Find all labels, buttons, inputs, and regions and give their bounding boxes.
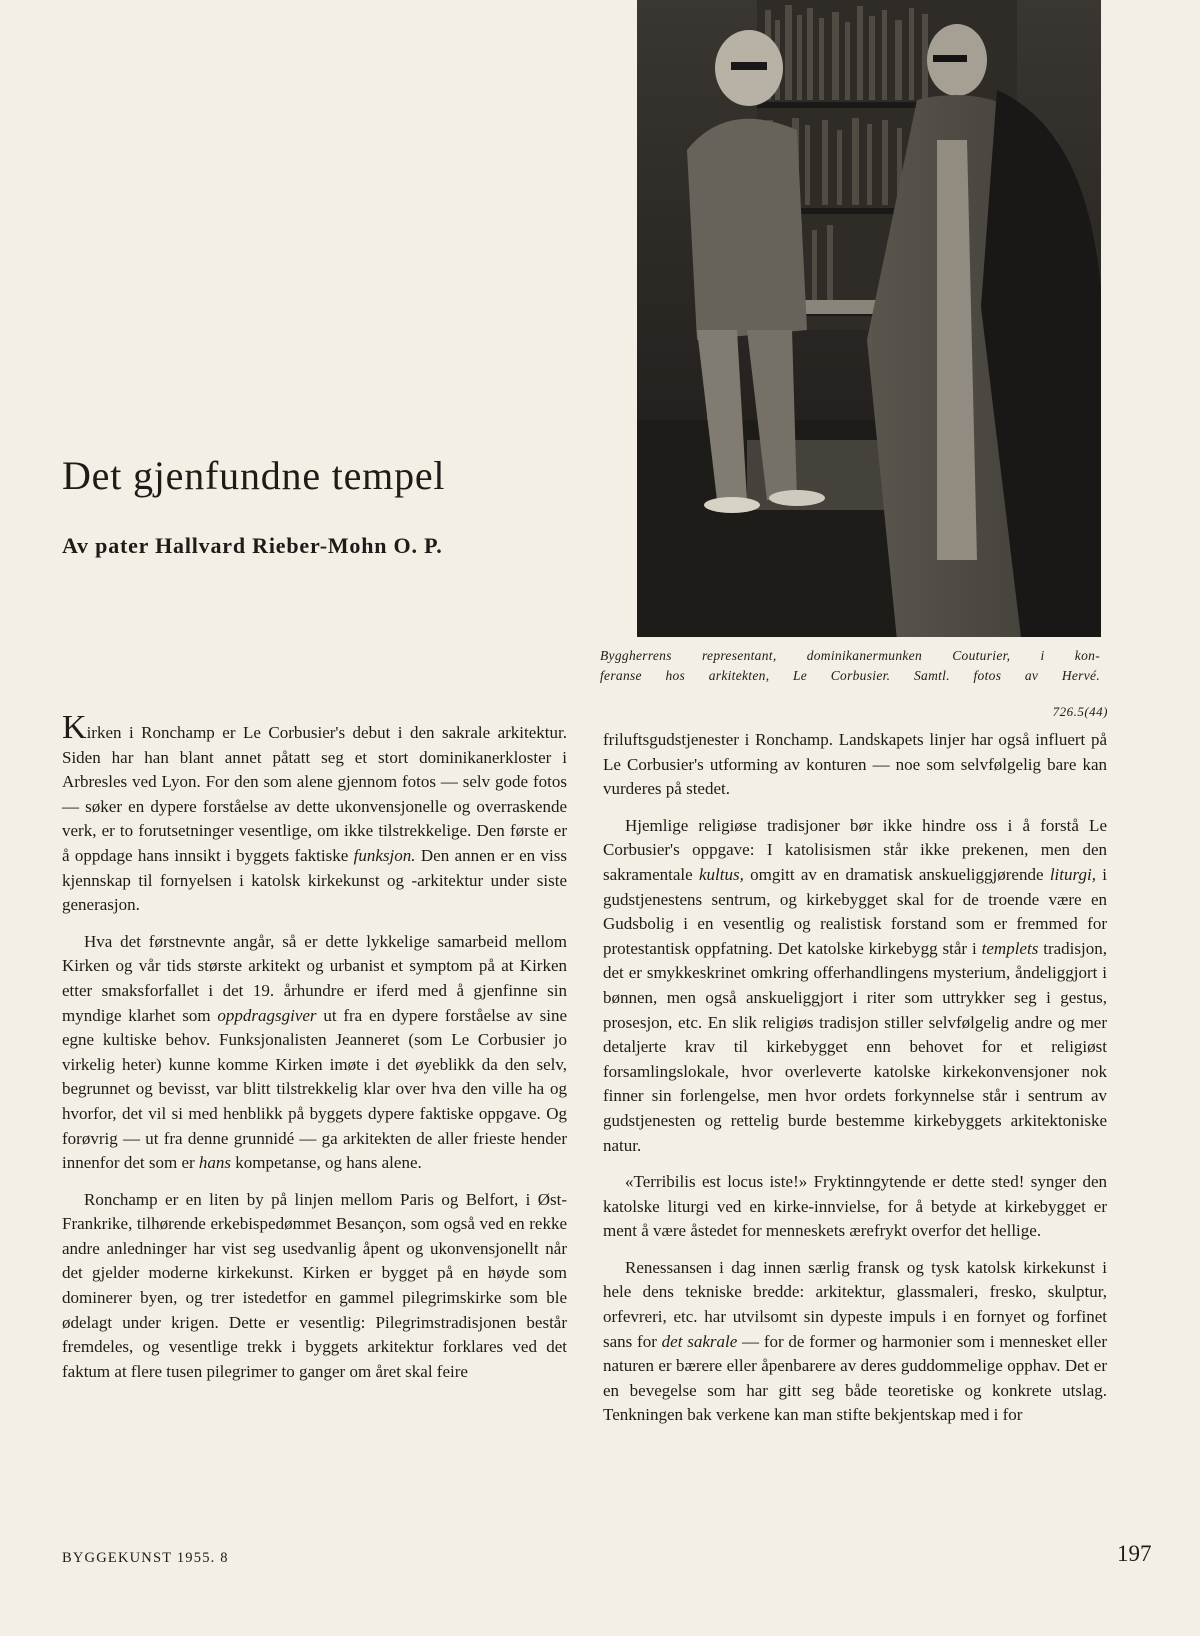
emphasis: templets <box>981 938 1039 958</box>
article-byline: Av pater Hallvard Rieber-Mohn O. P. <box>62 533 443 558</box>
classification-code: 726.5(44) <box>1052 704 1108 719</box>
photograph <box>637 0 1101 637</box>
paragraph <box>603 1256 1107 1428</box>
right-column <box>603 728 1107 1440</box>
emphasis: liturgi, <box>1049 864 1096 884</box>
paragraph <box>603 814 1107 1158</box>
text-run: kompetanse, og hans alene. <box>231 1153 422 1173</box>
text-run: irken i Ronchamp er Le Corbusier's debut i den sakrale arkitektur. Siden har han blant annet påtatt seg et stort dominikanerkloster i Arbresles ved Lyon. For den som alene gjennom fotos — selv gode fotos — søker en dypere forståelse av dette ukonvensjonelle og overraskende verk, er to forutsetninger vesentlige, om ikke tilstrekkelige. Den første er å oppdage hans innsikt i byggets faktiske <box>62 723 567 865</box>
emphasis: det sakrale <box>661 1331 738 1351</box>
text-run: — for de former og harmonier som i mennesket eller naturen er bærere eller åpenbarere av deres guddommelige opphav. Det er en bevegelse som har gitt seg både teoretiske og konkrete utslag. Tenkningen bak verkene kan man stifte bekjentskap med i for <box>603 1331 1107 1425</box>
page-number: 197 <box>1117 1541 1152 1566</box>
text-run: Hjemlige religiøse tradisjoner bør ikke hindre oss i å forstå Le Corbusier's oppgave: I katolisismen står ikke prekenen, men den sakramentale <box>603 815 1107 884</box>
emphasis: kultus, <box>698 864 744 884</box>
text-run: Hva det førstnevnte angår, så er dette lykkelige samarbeid mellom Kirken og vår tids største arkitekt og urbanist et symptom på at Kirken etter smaksforfallet i det 19. århundre er iferd med å gjenfinne sin myndige klarhet som <box>62 931 567 1025</box>
paragraph <box>62 930 567 1176</box>
emphasis: oppdragsgiver <box>217 1005 317 1025</box>
text-run: omgitt av en dramatisk anskueliggjørende <box>743 864 1050 884</box>
emphasis: hans <box>198 1153 232 1173</box>
paragraph: «Terribilis est locus iste!» Fryktinngytende er dette sted! synger den katolske liturgi ved en kirke-innvielse, for å betyde at kirkebygget er ment å være åstedet for menneskets ærefrykt overfor det hellige. <box>603 1172 1107 1241</box>
caption-line-2: feranse hos arkitekten, Le Corbusier. Samtl. fotos av Hervé. <box>600 668 1100 683</box>
journal-footer: BYGGEKUNST 1955. 8 <box>62 1550 229 1566</box>
caption-line-1: Byggherrens representant, dominikanermunken Couturier, i kon- <box>600 648 1100 663</box>
drop-cap: K <box>62 709 87 746</box>
photo-caption <box>600 646 1100 686</box>
paragraph: friluftsgudstjenester i Ronchamp. Landskapets linjer har også influert på Le Corbusier's utforming av konturen — noe som selvfølgelig bare kan vurderes på stedet. <box>603 730 1107 799</box>
text-run: ut fra en dypere forståelse av sine egne kultiske behov. Funksjonalisten Jeanneret (som Le Corbusier jo virkelig heter) kunne komme Kirken imøte i det øyeblikk da den selv, begrunnet og bevisst, var blitt tilstrekkelig klar over hva den ville ha og hvorfor, det vil si med henblikk på byggets dypere faktiske oppgave. Og forøvrig — ut fra denne grunnidé — ga arkitekten de aller frieste hender innenfor det som er <box>62 1005 567 1173</box>
text-run: Den annen er en viss kjennskap til fornyelsen i katolsk kirkekunst og -arkitektur under siste generasjon. <box>62 845 567 915</box>
paragraph: Ronchamp er en liten by på linjen mellom Paris og Belfort, i Øst-Frankrike, tilhørende erkebispedømmet Besançon, som også ved en rekke andre anledninger har vist seg usedvanlig åpent og ukonvensjonellt når det gjelder moderne kirkekunst. Kirken er bygget på en høyde som dominerer byen, og trer istedetfor en gammel pilegrimskirke som ble ødelagt under krigen. Dette er vesentlig: Pilegrimstradisjonen består fremdeles, og vesentlige trekk i byggets arkitektur forklares ved det faktum at flere tusen pilegrimer to ganger om året skal feire <box>62 1189 567 1381</box>
paragraph <box>62 709 567 918</box>
text-run: Renessansen i dag innen særlig fransk og tysk katolsk kirkekunst i hele dens tekniske bredde: arkitektur, glassmaleri, fresko, skulptur, orfevreri, etc. har utvilsomt sin dypeste impuls i en fornyet og forfinet sans for <box>603 1257 1107 1351</box>
text-run: i gudstjenestens sentrum, og kirkebygget skal for de troende være en Gudsbolig i en vesentlig og realistisk forstand som er fremmed for protestantisk oppfatning. Det katolske kirkebygg står i <box>603 864 1107 958</box>
text-run: tradisjon, det er smykkeskrinet omkring offerhandlingens mysterium, åndeliggjort i bønnen, men også anskueliggjort i riter som uttrykker seg i gestus, prosesjon, etc. En slik religiøs tradisjon stiller selvfølgelig andre og mer detaljerte krav til kirkebygget enn behovet for et religiøst forsamlingslokale, hvor overleverte katolske kirkekonvensjoner nok finner sin forlengelse, men hvor ordets forkynnelse står i sentrum av gudstjenesten og rettelig burde bestemme kirkebyggets arkitektoniske natur. <box>603 938 1107 1155</box>
emphasis: funksjon. <box>353 845 416 865</box>
article-title: Det gjenfundne tempel <box>62 453 446 498</box>
left-column <box>62 709 567 1396</box>
photograph-icon <box>637 0 1101 637</box>
